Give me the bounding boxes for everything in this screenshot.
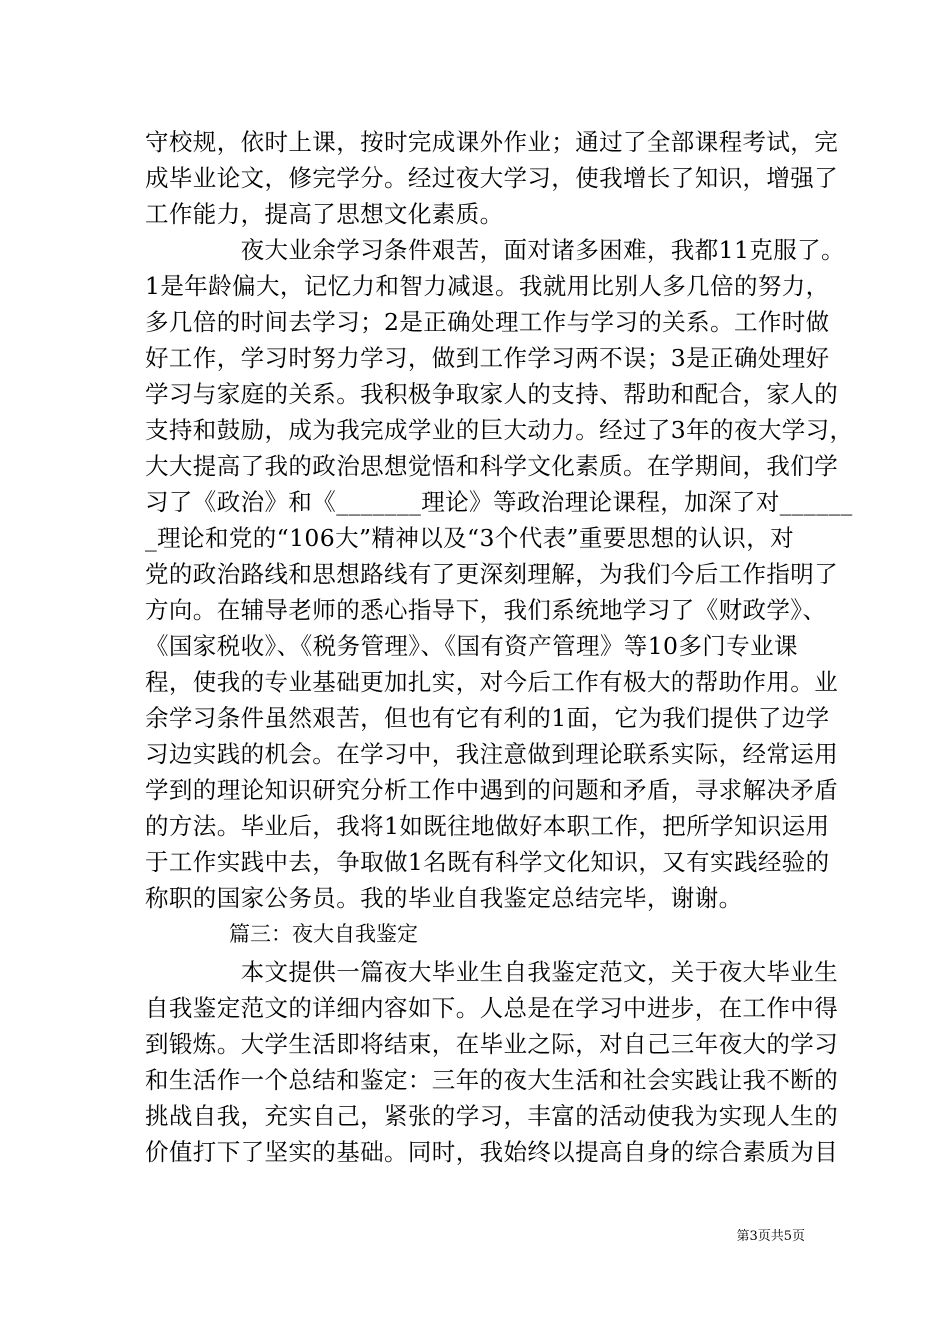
body-line: 夜大业余学习条件艰苦，面对诸多困难，我都11克服了。 [145, 236, 845, 264]
body-line: 称职的国家公务员。我的毕业自我鉴定总结完毕，谢谢。 [145, 884, 743, 912]
section-heading: 篇三：夜大自我鉴定 [145, 922, 418, 946]
body-line: 程，使我的专业基础更加扎实，对今后工作有极大的帮助作用。业 [145, 668, 839, 696]
body-line: 成毕业论文，修完学分。经过夜大学习，使我增长了知识，增强了 [145, 164, 839, 192]
body-line: 到锻炼。大学生活即将结束，在毕业之际，对自己三年夜大的学习 [145, 1030, 839, 1058]
body-line: 挑战自我，充实自己，紧张的学习，丰富的活动使我为实现人生的 [145, 1102, 839, 1130]
body-line: 余学习条件虽然艰苦，但也有它有利的1面，它为我们提供了边学 [145, 704, 830, 732]
body-line: 习边实践的机会。在学习中，我注意做到理论联系实际，经常运用 [145, 740, 839, 768]
body-line: 自我鉴定范文的详细内容如下。人总是在学习中进步，在工作中得 [145, 994, 839, 1022]
body-line: 工作能力，提高了思想文化素质。 [145, 200, 504, 228]
body-line: 守校规，依时上课，按时完成课外作业；通过了全部课程考试，完 [145, 128, 839, 156]
body-line: 方向。在辅导老师的悉心指导下，我们系统地学习了《财政学》、 [145, 596, 827, 624]
body-line: 的方法。毕业后，我将1如既往地做好本职工作，把所学知识运用 [145, 812, 830, 840]
page-number: 第3页共5页 [736, 1229, 805, 1244]
body-line: 1是年龄偏大，记忆力和智力减退。我就用比别人多几倍的努力， [145, 272, 830, 300]
body-line: 多几倍的时间去学习；2是正确处理工作与学习的关系。工作时做 [145, 308, 830, 336]
body-line: 习了《政治》和《_______理论》等政治理论课程，加深了对______ [145, 488, 853, 516]
body-line: 学习与家庭的关系。我积极争取家人的支持、帮助和配合，家人的 [145, 380, 839, 408]
body-line: 党的政治路线和思想路线有了更深刻理解，为我们今后工作指明了 [145, 560, 839, 588]
body-line: 《国家税收》、《税务管理》、《国有资产管理》等10多门专业课 [145, 632, 798, 660]
body-line: 和生活作一个总结和鉴定：三年的夜大生活和社会实践让我不断的 [145, 1066, 839, 1094]
body-line: 价值打下了坚实的基础。同时，我始终以提高自身的综合素质为目 [145, 1138, 839, 1166]
body-line: 学到的理论知识研究分析工作中遇到的问题和矛盾，寻求解决矛盾 [145, 776, 839, 804]
body-line: 支持和鼓励，成为我完成学业的巨大动力。经过了3年的夜大学习， [145, 416, 854, 444]
body-line: 本文提供一篇夜大毕业生自我鉴定范文，关于夜大毕业生 [145, 958, 839, 986]
body-line: 于工作实践中去，争取做1名既有科学文化知识，又有实践经验的 [145, 848, 830, 876]
body-line: _理论和党的“106大”精神以及“3个代表”重要思想的认识，对 [145, 524, 795, 552]
body-line: 好工作，学习时努力学习，做到工作学习两不误；3是正确处理好 [145, 344, 830, 372]
body-line: 大大提高了我的政治思想觉悟和科学文化素质。在学期间，我们学 [145, 452, 839, 480]
